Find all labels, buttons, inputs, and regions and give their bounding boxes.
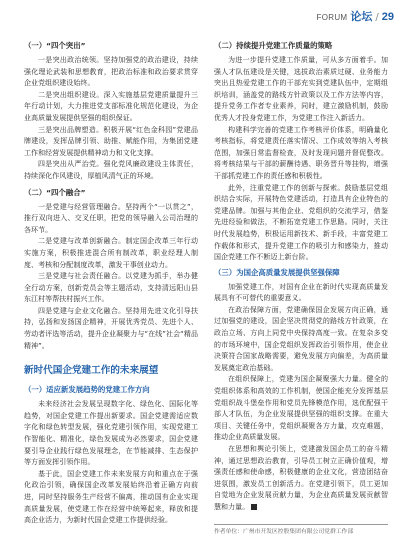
header-section-label: 论坛 [350, 10, 373, 23]
paragraph: 未来经济社会发展呈现数字化、绿色化、国际化等趋势，对国企党建工作提出新要求。国企党建需适应数字化和绿色转型发展，强化党建引领作用，实现党建工作智能化、精准化，绿色发展成为必然要求，国企党建要引导企业践行绿色发展理念，在节能减排、生态保护等方面发挥引领作用。 [24, 400, 198, 467]
subheading-quality-strategy: （二）持续提升党建工作质量的策略 [214, 41, 333, 50]
paragraph: 三是突出品牌塑造。积极开展“红色金科园”党建品牌建设，发挥品牌引领、助推、赋能作用，为集团党建工作和经营发展提供精神动力和文化支撑。 [24, 125, 198, 157]
author-affiliation: 作者单位：广州市开发区控股集团有限公司党群工作部 [214, 524, 388, 537]
header-separator: / [375, 12, 379, 23]
paragraph: 二是突出组织建设。深入实施基层党建质量提升三年行动计划，大力推进党支部标准化规范化建设，为企业高质量发展提供坚强的组织保证。 [24, 90, 198, 122]
paragraph-final [214, 444, 388, 514]
paragraph: 二是党建与改革创新融合。制定国企改革三年行动实施方案，积极推进混合所有制改革，职业经理人制度、考核和分配制度改革，激发干事创业动力。 [24, 237, 198, 269]
header-forum-label: FORUM [316, 13, 348, 22]
subheading-four-highlights: （一）“四个突出” [24, 41, 86, 50]
paragraph: 三是党建与社会责任融合。以党建为抓手，举办健全行动方案，创新党员会等主题活动，支持清远阳山县东江村等帮扶村振兴工作。 [24, 272, 198, 304]
paragraph: 一是党建与经营管理融合。坚持两个“一以贯之”，推行双向进入、交叉任职，把党的领导融入公司治理的各环节。 [24, 202, 198, 234]
left-column [24, 36, 198, 537]
paragraph: 四是党建与企业文化融合。坚持用先进文化引导扶持，弘扬和发扬国企精神，开展优秀党员、先进个人、劳动者评选等活动，提升企业凝聚力与“在线”社会“精品精神”。 [24, 306, 198, 350]
paragraph: 一是突出政治统领。坚持加强党的政治建设，持续强化理论武装和思想教育，把政治标准和政治要求贯穿企业党组织建设始终。 [24, 56, 198, 88]
paragraph: 在组织保障上，党建为国企凝聚强大力量。健全的党组织体系和高效的工作机制，使国企能充分发挥基层党组织战斗堡垒作用和党员先锋模范作用，选优配强干部人才队伍，为企业发展提供坚强的组织支撑。在重大项目、关键任务中，党组织凝聚各方力量，攻克难题，推动企业高质量发展。 [214, 375, 388, 442]
paragraph: 基于此，国企党建工作未来发展方向和重点在于强化政治引领，确保国企改革发展始终沿着正确方向前进，同时坚持服务生产经营不偏离，推动国有企业实现高质量发展，使党建工作在经营中统筹起来，释放和提高企业活力，为新时代国企党建工作提供经验。 [24, 469, 198, 525]
article-body [24, 36, 388, 537]
paragraph: 加强党建工作，对国有企业在新时代实现高质量发展具有不可替代的重要意义。 [214, 282, 388, 303]
page-number: 29 [381, 11, 394, 23]
paragraph: 为进一步提升党建工作质量，可从多方面着手。加强人才队伍建设是关键，选拔政治素质过硬、业务能力突出且热爱党建工作的干部充实到党建队伍中，定期组织培训，涵盖党的路线方针政策以及工作方法等内容，提升党务工作者专业素养，同时，建立激励机制，鼓励优秀人才投身党建工作，为党建工作注入新活力。 [214, 56, 388, 122]
paragraph: 四是突出从严治党。强化党风廉政建设主体责任，持续深化作风建设，厚植风清气正的环境。 [24, 160, 198, 180]
right-column [214, 36, 388, 537]
paragraph: 在政治保障方面，党建确保国企发展方向正确，通过加强党的建设，国企坚决贯彻党的路线方针政策，在政治立场、方向上同党中央保持高度一致。在复杂多变的市场环境中，国企党组织发挥政治引领作用，使企业决策符合国家战略需要，避免发展方向偏差，为高质量发展奠定政治基础。 [214, 305, 388, 372]
subheading-four-integrations: （二）“四个融合” [24, 187, 86, 197]
subheading-guarantee: （三）为国企高质量发展提供坚强保障 [214, 267, 340, 277]
end-mark-icon [251, 504, 257, 510]
subheading-direction: （一）适应新发展趋势的党建工作方向 [24, 385, 150, 395]
page-header [317, 8, 394, 26]
paragraph: 构建科学完善的党建工作考核评价体系，明确量化考核指标，将党建责任落实情况、工作成效等纳入考核范围，加强日常监督检查，及时发现问题并督促整改。将考核结果与干部的薪酬待遇、职务晋升等挂钩，增强干部抓党建工作的责任感和积极性。 [214, 125, 388, 180]
section-title: 新时代国企党建工作的未来展望 [24, 365, 159, 377]
paragraph-final-text: 在思想和舆论引领上，党建激发国企员工的奋斗精神，通过思想政治教育，引导员工树立正确价值观，增强责任感和使命感，积极健康的企业文化，营造团结奋进氛围，激发员工创新活力。在党建引领下，员工更加自觉地为企业发展贡献力量，为企业高质量发展贡献智慧和力量。 [214, 445, 388, 511]
paragraph: 此外，注重党建工作的创新与探索。鼓励基层党组织结合实际，开展特色党建活动，打造具有企业特色的党建品牌。加强与其他企业、党组织的交流学习，借鉴先进经验和做法，不断拓宽党建工作思路。同时，关注时代发展趋势，积极运用新技术、新手段，丰富党建工作载体和形式，提升党建工作的吸引力和感染力，推动国企党建工作不断迈上新台阶。 [214, 183, 388, 262]
